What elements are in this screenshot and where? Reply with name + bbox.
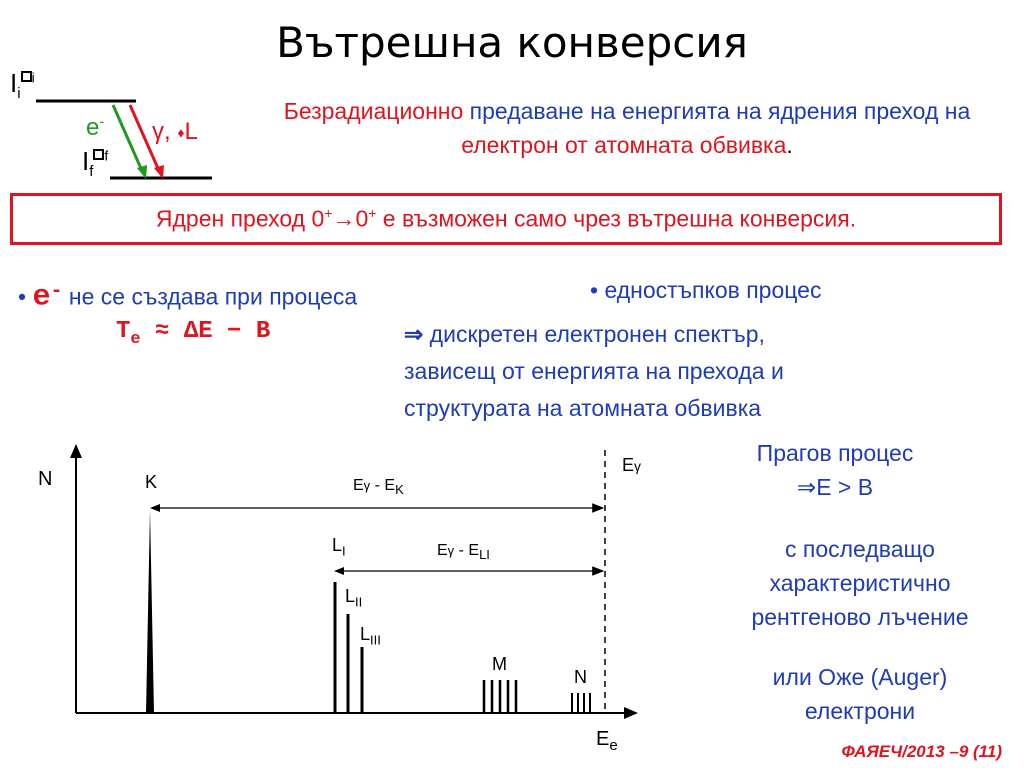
level-scheme [0,60,260,190]
peak-n-label: N [574,667,587,687]
ek-annotation: Eγ - $E_K$ [353,477,404,498]
bullet-discrete-spectrum: ⇒ дискретен електронен спектър, зависещ от енергията на прехода и структурата на атомната обвивка [404,321,784,421]
peaks-m [484,680,516,713]
peaks-n [572,693,590,713]
peak-l2-label: $L_{II}$ [345,586,363,610]
peak-m-label: M [492,654,507,674]
bullet-single-step: • едностъпков процес [590,277,822,303]
gamma-label: γ, ♦L [152,118,198,145]
electron-spectrum-diagram [0,440,680,740]
y-axis-label: N [38,468,53,490]
level-final-label: $I_f^f$ [82,146,109,181]
energy-formula: $T_e \approx \Delta E - B$ [116,318,271,349]
auger-followup: или Оже (Auger) електрони [772,664,948,724]
egamma-label: Eγ [622,455,642,475]
threshold-process: Прагов процес ⇒E > B [756,440,914,500]
electron-label: e- [86,113,105,141]
x-axis-label: $E_e$ [596,728,618,754]
level-initial-label: $I_i^i$ [10,68,35,103]
highlight-text: Ядрен преход 0+→0+ е възможен само чрез вътрешна конверсия. [155,205,857,232]
page-title: Вътрешна конверсия [276,18,748,67]
peak-l1-label: $L_I$ [332,535,346,559]
el-annotation: Eγ - $E_{LI}$ [437,542,490,563]
peak-k [146,510,154,713]
xray-followup: с последващо характеристично рентгеново лъчение [751,536,969,630]
electron-arrow [113,105,143,173]
left-bullet: • e- не се създава при процеса [18,280,358,315]
peak-l3-label: $L_{III}$ [360,624,381,648]
peak-k-label: K [145,472,158,492]
intro-text: Безрадиационно предаване на енергията на ядрения преход на електрон от атомната обвивка. [283,98,971,158]
slide-footer: ФАЯЕЧ/2013 –9 (11) [841,742,1002,761]
